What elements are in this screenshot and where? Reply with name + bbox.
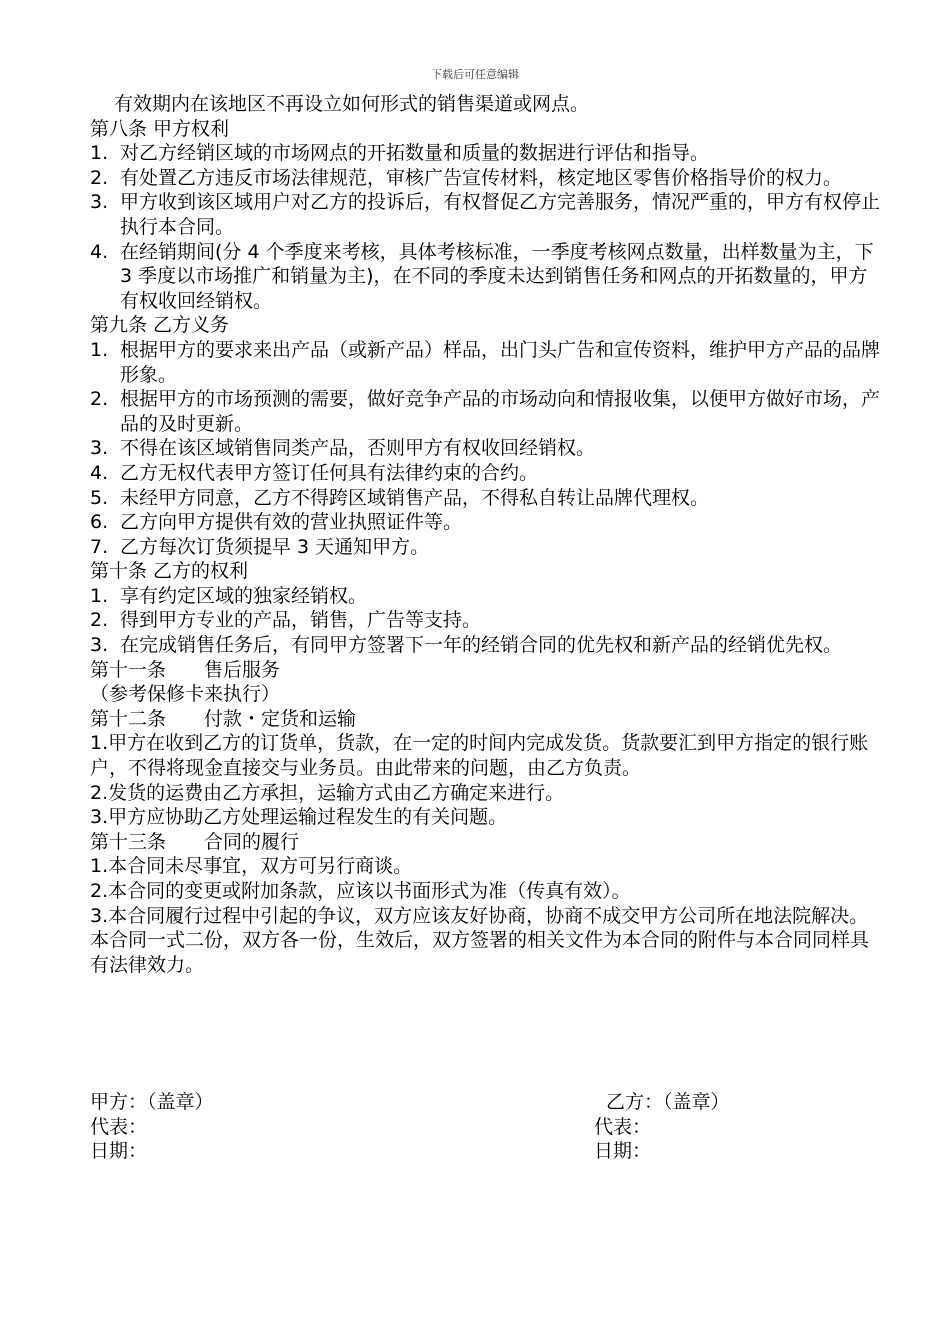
list-item: 1. 对乙方经销区域的市场网点的开拓数量和质量的数据进行评估和指导。 [90, 142, 710, 165]
article-9-title: 第九条 乙方义务 [90, 314, 230, 337]
list-item: 1. 根据甲方的要求来出产品（或新产品）样品，出门头广告和宣传资料，维护甲方产品的品牌形象。 [90, 338, 881, 386]
signature-row [90, 1139, 880, 1164]
article-8-title: 第八条 甲方权利 [90, 117, 230, 140]
party-a-seal: 甲方：（盖章） [90, 1091, 214, 1113]
signature-block [90, 1090, 880, 1164]
signature-row [90, 1115, 880, 1140]
list-item: 3. 甲方收到该区域用户对乙方的投诉后，有权督促乙方完善服务，情况严重的，甲方有权停止执行本合同。 [90, 191, 881, 238]
list-item: 3. 不得在该区域销售同类产品，否则甲方有权收回经销权。 [90, 437, 596, 460]
article-11-title: 第十一条 售后服务 [90, 658, 281, 681]
article-12-title: 第十二条 付款・定货和运输 [90, 707, 357, 730]
closing-paragraph: 本合同一式二份，双方各一份，生效后，双方签署的相关文件为本合同的附件与本合同同样具有法律效力。 [90, 929, 870, 976]
list-item: 6. 乙方向甲方提供有效的营业执照证件等。 [90, 511, 463, 534]
paragraph: 2.本合同的变更或附加条款，应该以书面形式为准（传真有效）。 [90, 880, 631, 902]
paragraph: 3.本合同履行过程中引起的争议，双方应该友好协商，协商不成交甲方公司所在地法院解决。 [90, 904, 869, 927]
list-item: 1. 享有约定区域的独家经销权。 [90, 584, 368, 607]
list-item: 2. 根据甲方的市场预测的需要，做好竞争产品的市场动向和情报收集，以便甲方做好市场，产品的及时更新。 [90, 388, 881, 435]
party-a-date: 日期： [90, 1140, 148, 1163]
list-item: 3. 在完成销售任务后，有同甲方签署下一年的经销合同的优先权和新产品的经销优先权。 [90, 634, 843, 657]
contract-body [90, 92, 880, 977]
party-b-date: 日期： [594, 1140, 652, 1163]
party-a-representative: 代表： [90, 1115, 148, 1138]
list-item: 2. 有处置乙方违反市场法律规范，审核广告宣传材料，核定地区零售价格指导价的权力。 [90, 166, 843, 189]
intro-paragraph: 有效期内在该地区不再设立如何形式的销售渠道或网点。 [114, 93, 590, 115]
paragraph: 1.甲方在收到乙方的订货单，货款，在一定的时间内完成发货。货款要汇到甲方指定的银行账户，不得将现金直接交与业务员。由此带来的问题，由乙方负责。 [90, 732, 869, 780]
paragraph: 1.本合同未尽事宜，双方可另行商谈。 [90, 855, 413, 878]
article-11-note: （参考保修卡来执行） [90, 683, 281, 706]
page-header: 下载后可任意编辑 [431, 68, 519, 81]
list-item: 2. 得到甲方专业的产品，销售，广告等支持。 [90, 609, 482, 632]
list-item: 5. 未经甲方同意，乙方不得跨区域销售产品，不得私自转让品牌代理权。 [90, 486, 710, 509]
article-13-title: 第十三条 合同的履行 [90, 830, 300, 853]
list-item: 4. 在经销期间(分 4 个季度来考核，具体考核标准，一季度考核网点数量，出样数量为主，下 3 季度以市场推广和销量为主)，在不同的季度未达到销售任务和网点的开拓数量的，甲方有权收回经销权。 [90, 240, 874, 312]
paragraph: 2.发货的运费由乙方承担，运输方式由乙方确定来进行。 [90, 781, 565, 804]
party-b-representative: 代表： [594, 1115, 652, 1138]
paragraph: 3.甲方应协助乙方处理运输过程发生的有关问题。 [90, 806, 508, 829]
list-item: 7. 乙方每次订货须提早 3 天通知甲方。 [90, 535, 430, 558]
article-10-title: 第十条 乙方的权利 [90, 560, 249, 583]
party-b-seal: 乙方：（盖章） [606, 1091, 730, 1113]
list-item: 4. 乙方无权代表甲方签订任何具有法律约束的合约。 [90, 461, 539, 484]
signature-row [90, 1090, 880, 1115]
